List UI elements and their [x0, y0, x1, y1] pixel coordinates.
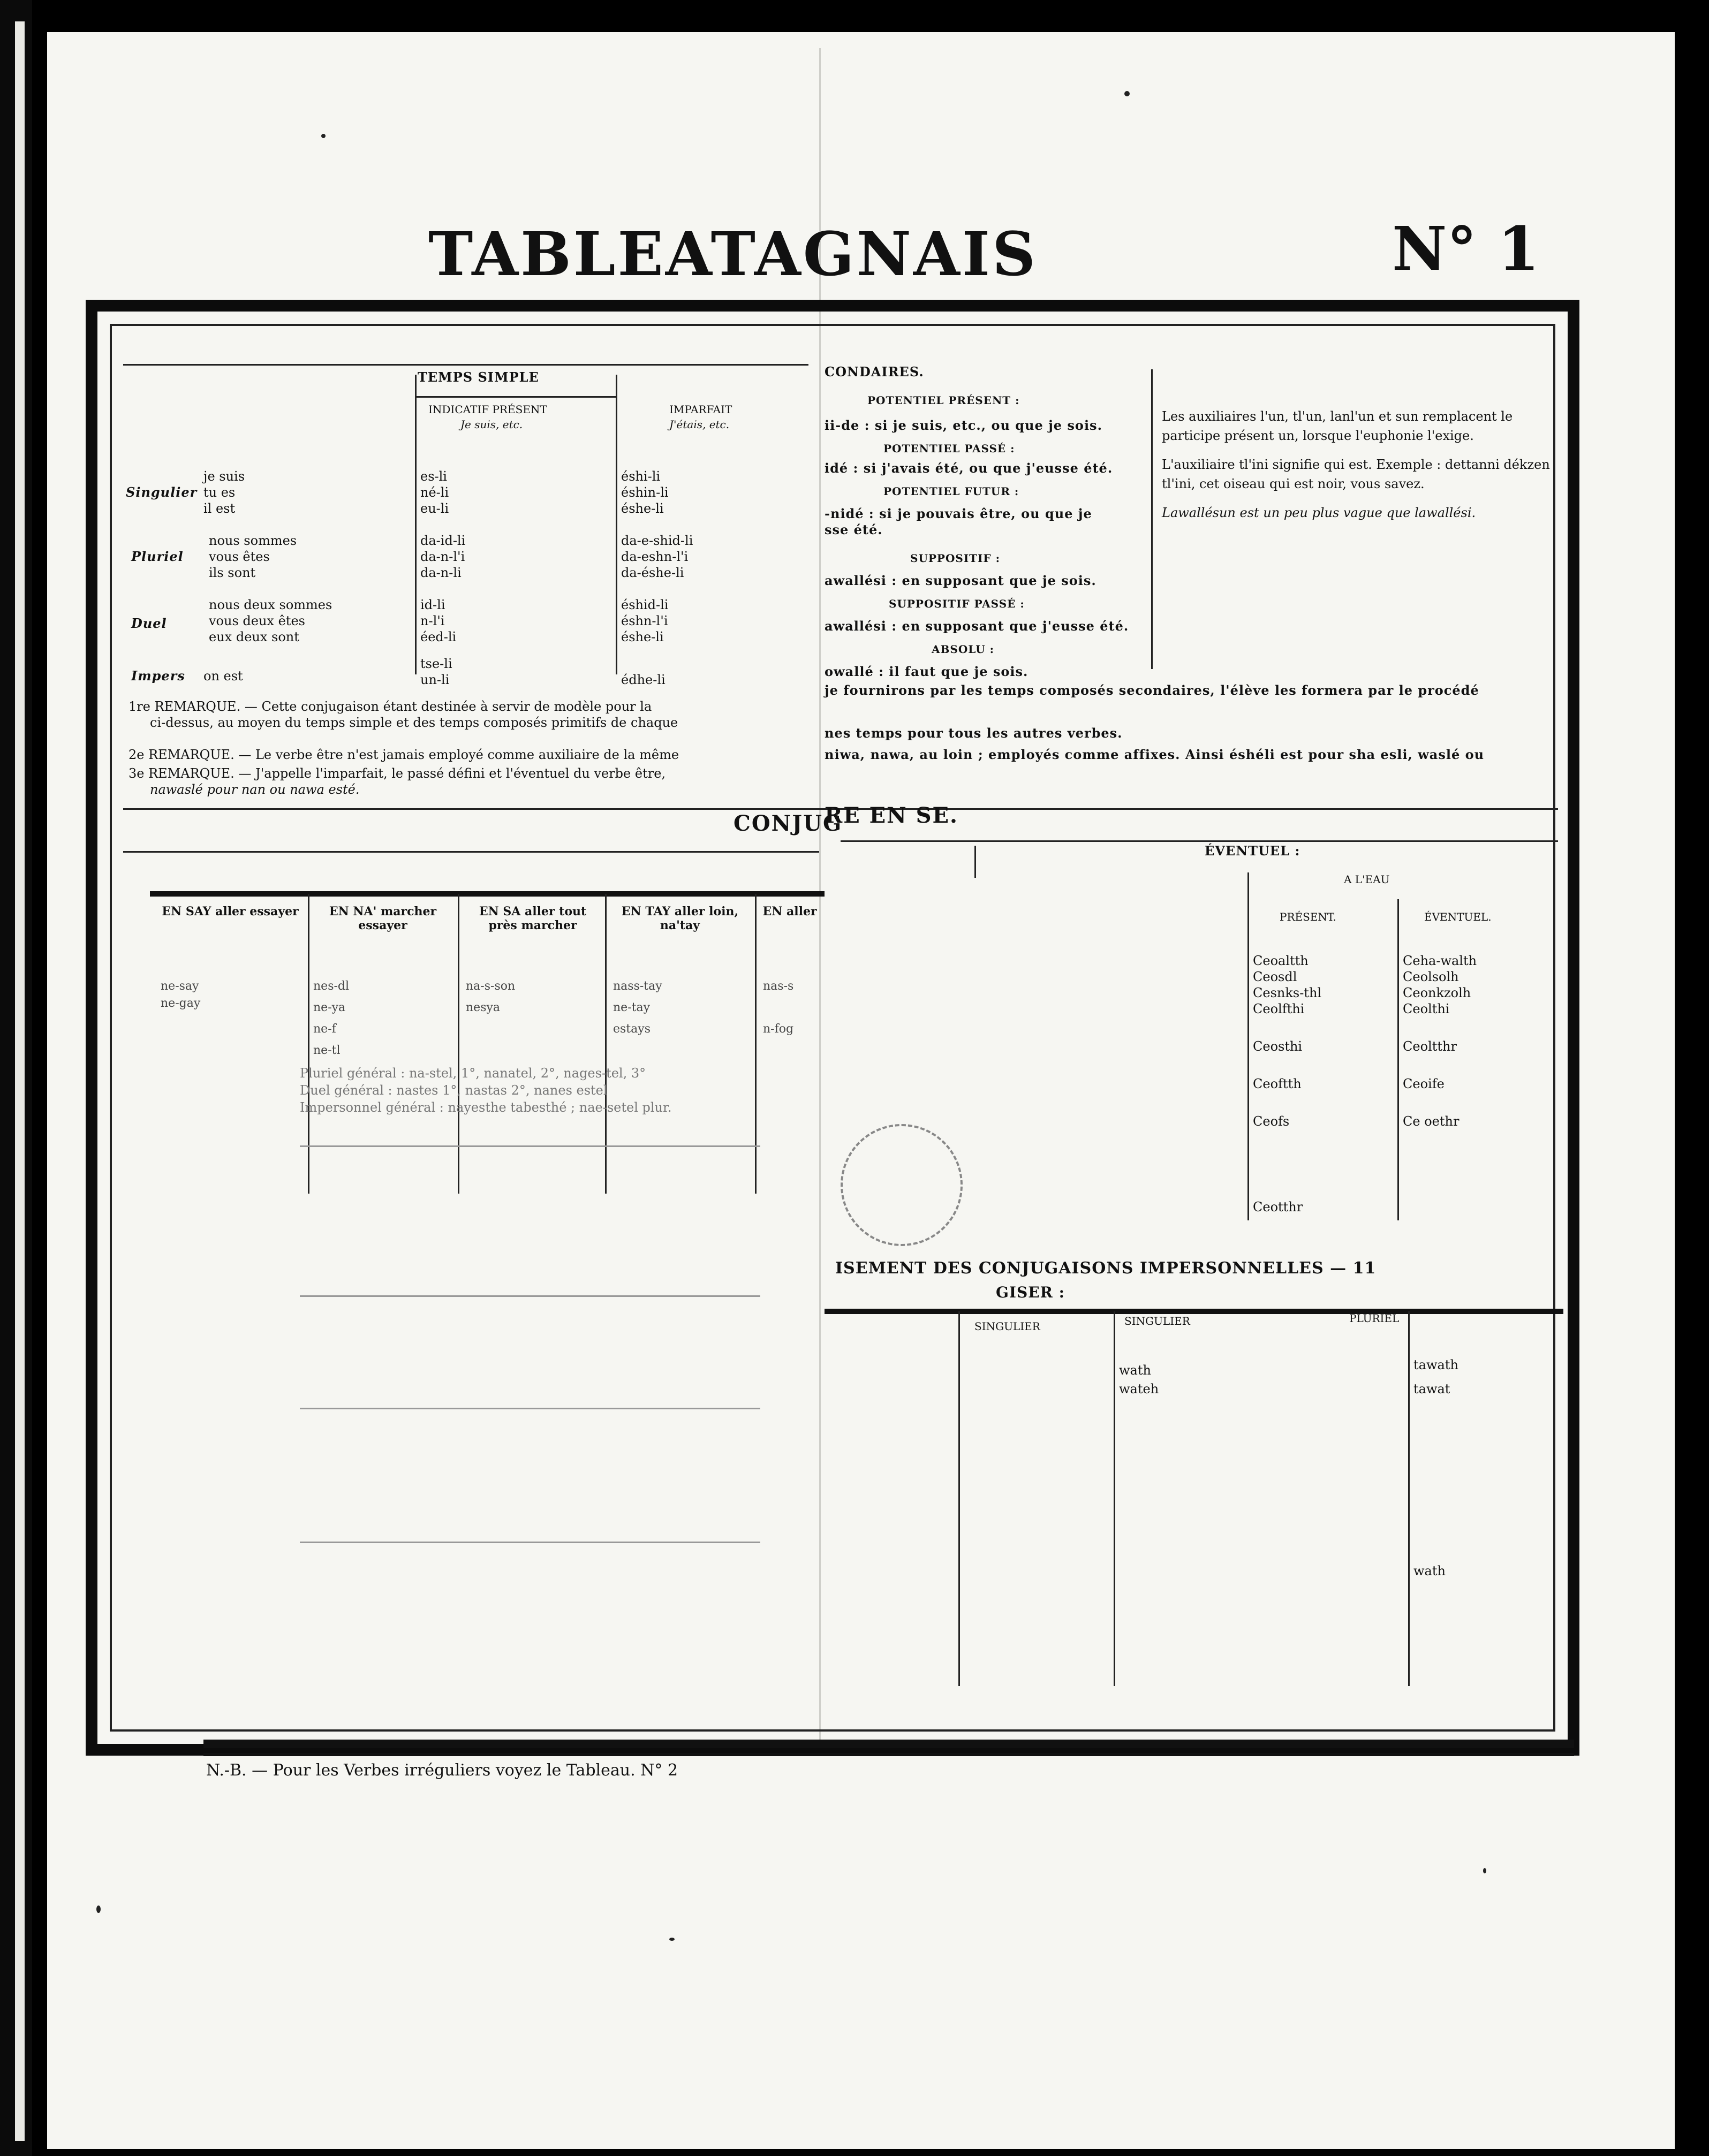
column-rule: [755, 894, 757, 1194]
column-rule: [1114, 1311, 1115, 1686]
conj-cell: estays: [613, 1022, 651, 1036]
a-l-eau-heading: A L'EAU: [1344, 873, 1390, 886]
column-rule: [1151, 369, 1153, 669]
imparfait-form: édhe-li: [621, 672, 666, 687]
present-form: éed-li: [420, 629, 457, 644]
conj-cell: na-s-son: [466, 980, 516, 993]
eventuel-value: Ceotthr: [1253, 1200, 1303, 1214]
column-rule: [415, 396, 616, 398]
remarque-1-continued: je fournirons par les temps composés secondaires, l'élève les formera par le procédé: [825, 682, 1479, 698]
person-row: eux deux sont: [209, 629, 299, 644]
potentiel-present-heading: POTENTIEL PRÉSENT :: [867, 394, 1020, 407]
eventuel-value-2: Ceha-walth: [1403, 953, 1477, 968]
faded-rule: [300, 1408, 760, 1409]
column-rule: [974, 846, 976, 878]
imparfait-form: éshi-li: [621, 469, 661, 484]
singulier-label: Singulier: [126, 484, 198, 500]
eventuel-present-head: PRÉSENT.: [1280, 910, 1336, 923]
present-form: es-li: [420, 469, 447, 484]
left-page-strip: [0, 0, 32, 2156]
eventuel-value: Ceoaltth: [1253, 953, 1309, 968]
column-rule: [308, 894, 309, 1194]
speck: [321, 134, 326, 138]
remarque-3-continued: niwa, nawa, au loin ; employés comme affixes. Ainsi éshéli est pour sha esli, waslé ou: [825, 747, 1485, 762]
impersonnel-general: Impersonnel général : nayesthe tabesthé ; nae-setel plur.: [300, 1100, 672, 1115]
conj-col-head: EN NA' marcher essayer: [329, 905, 437, 932]
eventuel-value-2: Ceolsolh: [1403, 969, 1459, 984]
column-rule: [1397, 899, 1399, 1220]
section-rule: [123, 364, 808, 366]
temps-simple-heading: TEMPS SIMPLE: [418, 369, 539, 385]
imparfait-form: éshe-li: [621, 629, 664, 644]
table-rule: [150, 891, 825, 897]
speck: [1124, 91, 1130, 96]
present-form: da-n-li: [420, 565, 462, 580]
classement-col-head: SINGULIER: [974, 1320, 1040, 1333]
j-etais-heading: J'étais, etc.: [669, 418, 730, 431]
faded-rule: [300, 1145, 760, 1147]
faded-rule: [300, 1542, 760, 1543]
conj-cell: nes-dl: [313, 980, 350, 993]
eventuel-value-2: Ceonkzolh: [1403, 985, 1471, 1000]
person-row: vous êtes: [209, 549, 270, 564]
column-rule: [958, 1311, 960, 1686]
column-rule: [1408, 1311, 1410, 1686]
imparfait-form: éshid-li: [621, 597, 669, 612]
potentiel-passe-text: idé : si j'avais été, ou que j'eusse été.: [825, 460, 1113, 476]
classement-col-head: PLURIEL: [1349, 1312, 1400, 1325]
eventuel-eventuel-head: ÉVENTUEL.: [1424, 910, 1492, 923]
eventuel-value: Ceoftth: [1253, 1076, 1302, 1091]
bottom-rule: [203, 1740, 1574, 1748]
secondaires-heading: CONDAIRES.: [825, 364, 924, 379]
potentiel-futur-text2: sse été.: [825, 522, 883, 537]
eventuel-value-2: Ceoltthr: [1403, 1039, 1457, 1054]
pluriel-label: Pluriel: [131, 549, 184, 564]
absolu-heading: ABSOLU :: [932, 643, 995, 656]
person-row: nous deux sommes: [209, 597, 332, 612]
imparfait-heading: IMPARFAIT: [669, 403, 732, 416]
suppositif-passe-heading: SUPPOSITIF PASSÉ :: [889, 597, 1025, 610]
conj-cell: ne-ya: [313, 1001, 346, 1014]
person-row: il est: [203, 501, 236, 516]
giser-heading: GISER :: [996, 1284, 1065, 1301]
conj-cell: ne-f: [313, 1022, 336, 1036]
section-rule: [123, 851, 819, 853]
faded-rule: [300, 1295, 760, 1297]
note-tlini: L'auxiliaire tl'ini signifie qui est. Exemple : dettanni dékzen tl'ini, cet oiseau qui est noir, vous savez.: [1162, 457, 1550, 491]
present-form: tse-li: [420, 656, 452, 671]
person-row: vous deux êtes: [209, 613, 305, 628]
auxiliaires-notes: [1162, 407, 1558, 532]
conj-col-head: EN aller: [762, 905, 817, 918]
conj-cell: ne-gay: [161, 997, 201, 1010]
conj-cell: nass-tay: [613, 980, 662, 993]
eventuel-value: Ceofs: [1253, 1114, 1290, 1129]
indicatif-present-heading: INDICATIF PRÉSENT: [428, 403, 547, 416]
eventuel-value: Ceosdl: [1253, 969, 1297, 984]
absolu-text: owallé : il faut que je sois.: [825, 664, 1029, 679]
imparfait-form: éshin-li: [621, 485, 669, 500]
conj-cell: nesya: [466, 1001, 501, 1014]
library-stamp: [841, 1124, 963, 1246]
eventuel-value: Cesnks-thl: [1253, 985, 1322, 1000]
classement-cell: wath: [1413, 1563, 1446, 1578]
imparfait-form: éshe-li: [621, 501, 664, 516]
potentiel-futur-heading: POTENTIEL FUTUR :: [883, 485, 1019, 498]
remarque-3: 3e REMARQUE. — J'appelle l'imparfait, le passé défini et l'éventuel du verbe être,: [128, 766, 666, 781]
remarque-3b: nawaslé pour nan ou nawa esté.: [150, 782, 360, 797]
footer-note: N.-B. — Pour les Verbes irréguliers voyez le Tableau. N° 2: [206, 1761, 678, 1780]
remarque-2-continued: nes temps pour tous les autres verbes.: [825, 725, 1123, 741]
potentiel-futur-text: -nidé : si je pouvais être, ou que je: [825, 506, 1092, 521]
present-form: n-l'i: [420, 613, 445, 628]
conj-col-head: EN SAY aller essayer: [162, 905, 299, 918]
column-rule: [616, 375, 617, 674]
person-row: nous sommes: [209, 533, 297, 548]
conj-cell: ne-tay: [613, 1001, 651, 1014]
column-rule: [458, 894, 459, 1194]
potentiel-passe-heading: POTENTIEL PASSÉ :: [883, 442, 1015, 455]
table-rule: [825, 1309, 1563, 1314]
eventuel-heading: ÉVENTUEL :: [1205, 843, 1300, 859]
present-form: né-li: [420, 485, 449, 500]
classement-cell: tawat: [1413, 1381, 1450, 1396]
note-lawallesun: Lawallésun est un peu plus vague que lawallési.: [1162, 505, 1476, 520]
eventuel-value: Ceolfthi: [1253, 1001, 1305, 1016]
conj-cell: ne-tl: [313, 1044, 341, 1057]
imparfait-form: da-eshn-l'i: [621, 549, 689, 564]
imparfait-form: da-éshe-li: [621, 565, 684, 580]
conj-col-head: EN SA aller tout près marcher: [479, 905, 587, 932]
present-form: eu-li: [420, 501, 449, 516]
classement-title: ISEMENT DES CONJUGAISONS IMPERSONNELLES — 11: [835, 1259, 1377, 1278]
person-row: on est: [203, 669, 243, 684]
classement-col-head: SINGULIER: [1124, 1315, 1190, 1327]
left-page-edge: [15, 21, 25, 2141]
remarque-1b: ci-dessus, au moyen du temps simple et des temps composés primitifs de chaque: [150, 715, 678, 730]
eventuel-value-2: Ceoife: [1403, 1076, 1445, 1091]
pluriel-general: Pluriel général : na-stel, 1°, nanatel, 2°, nages-tel, 3°: [300, 1066, 646, 1081]
duel-general: Duel général : nastes 1°, nastas 2°, nanes estel: [300, 1083, 608, 1098]
conj-col-head: EN TAY aller loin, na'tay: [621, 905, 739, 932]
conjugaison-title-left: CONJUG: [733, 811, 843, 836]
person-row: je suis: [203, 469, 245, 484]
classement-cell: tawath: [1413, 1357, 1458, 1372]
conj-cell: ne-say: [161, 980, 199, 993]
imparfait-form: éshn-l'i: [621, 613, 668, 628]
suppositif-text: awallési : en supposant que je sois.: [825, 573, 1097, 588]
speck: [96, 1906, 101, 1913]
conj-cell: n-fog: [763, 1022, 794, 1036]
remarque-2: 2e REMARQUE. — Le verbe être n'est jamais employé comme auxiliaire de la même: [128, 747, 679, 762]
speck: [669, 1938, 675, 1941]
bottom-rule-thin: [203, 1753, 1574, 1756]
imparfait-form: da-e-shid-li: [621, 533, 693, 548]
je-suis-heading: Je suis, etc.: [460, 418, 523, 431]
person-row: ils sont: [209, 565, 256, 580]
person-row: tu es: [203, 485, 236, 500]
impers-label: Impers: [131, 668, 185, 684]
suppositif-passe-text: awallési : en supposant que j'eusse été.: [825, 618, 1129, 634]
column-rule: [415, 375, 417, 674]
speck: [1483, 1868, 1486, 1873]
column-rule: [1247, 872, 1249, 1220]
section-rule: [841, 840, 1558, 842]
eventuel-value-2: Ceolthi: [1403, 1001, 1450, 1016]
present-form: un-li: [420, 672, 450, 687]
classement-cell: wateh: [1119, 1381, 1159, 1396]
remarque-1: 1re REMARQUE. — Cette conjugaison étant destinée à servir de modèle pour la: [128, 699, 652, 714]
table-number: N° 1: [1392, 214, 1540, 284]
eventuel-value-2: Ce oethr: [1403, 1114, 1460, 1129]
present-form: da-n-l'i: [420, 549, 465, 564]
present-form: id-li: [420, 597, 445, 612]
page-title: TABLEATAGNAIS: [428, 219, 1038, 290]
note-auxiliaires: Les auxiliaires l'un, tl'un, lanl'un et sun remplacent le participe présent un, lorsque l'euphonie l'exige.: [1162, 409, 1513, 443]
potentiel-present-text: ii-de : si je suis, etc., ou que je sois.: [825, 417, 1102, 433]
eventuel-value: Ceosthi: [1253, 1039, 1303, 1054]
suppositif-heading: SUPPOSITIF :: [910, 552, 1000, 565]
column-rule: [605, 894, 607, 1194]
duel-label: Duel: [131, 616, 167, 631]
conj-cell: nas-s: [763, 980, 794, 993]
classement-cell: wath: [1119, 1363, 1151, 1378]
conjugaison-title-right: RE EN SE.: [825, 803, 958, 828]
present-form: da-id-li: [420, 533, 466, 548]
